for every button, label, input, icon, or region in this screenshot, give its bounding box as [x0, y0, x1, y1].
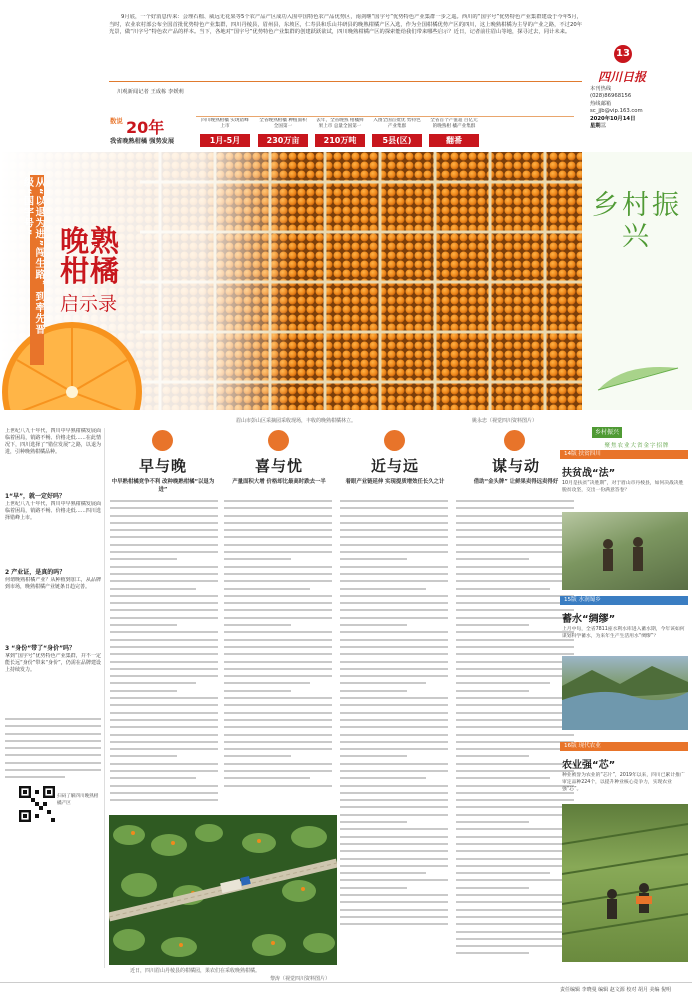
preview-photo: [562, 804, 688, 962]
section-title: 谋与动: [491, 457, 540, 475]
page-number-badge: 13: [614, 45, 632, 63]
field-workers-icon: [562, 804, 688, 962]
phone: (028)86968156: [590, 93, 632, 100]
timeline-item-value: 翻番: [429, 134, 479, 147]
issue-weekday: 星期三: [590, 123, 606, 130]
footer-editors: 责任编辑 李晓曼 编辑 赵文源 校对 胡月 美编 倪明: [560, 987, 672, 993]
timeline-line: [196, 116, 574, 117]
preview-card[interactable]: [560, 596, 690, 736]
feature-kicker: 从“以退为进”闯生路，到率先晋级“国字号”: [30, 175, 44, 365]
section-heading: [108, 455, 218, 494]
qa-answer: 上世纪八九十年代，四川中早熟柑橘发展面临着困局，销路不畅、价格走低……四川选择错峰上市。: [5, 501, 101, 521]
preview-title: 扶贫战“法”: [562, 468, 616, 479]
sidebar-text-lines: [5, 718, 101, 778]
banner-slogan: 聚焦农业大省金字招牌: [604, 443, 670, 449]
feature-title: 晚熟柑橘: [60, 224, 121, 288]
article-column-2: [224, 500, 332, 800]
qr-code[interactable]: [19, 786, 55, 822]
preview-photo: [562, 656, 688, 730]
qa-question: 3 “身份”带了“身价”吗？: [5, 645, 76, 652]
section-heading: [456, 455, 576, 487]
byline: 川观新闻记者 王成栋 李媛莉: [117, 89, 184, 95]
timeline-item-text: 全省首个产值超 百亿元的晚熟柑 橘产业集群: [430, 118, 478, 129]
orange-slice-icon: [268, 430, 289, 451]
section-heading: [340, 455, 450, 487]
people-icon: [562, 512, 688, 590]
qa-item: [5, 492, 101, 547]
preview-summary: 10月是扶贫“决胜期”，对于眉山市丹棱县，如何决战决胜脱贫攻坚，交出一份满意答卷？: [562, 481, 684, 493]
email-label: 热线邮箱: [590, 100, 612, 107]
preview-title: 农业强“芯”: [562, 760, 616, 771]
preview-tag: 15版 水润蜀乡: [560, 596, 688, 605]
preview-tag: 14版 扶贫四川: [560, 450, 688, 459]
right-banner: [582, 152, 692, 449]
intro-text: 9月底，一个好消息传来：会理石榴、威远无花果等5个农产品产区成功入围中国特色农产品优势区，南剑继“国宇号”优势特色产业集群一步之遥。西川的“国宇号”优势特色产业集群建设于今年5月，当时，农业农村部公布全国首批优势特色产业集群，四川丹棱县，眉州县，东坡区，仁寿县和乐山井研县的晚熟柑橘产区入选，作为全国柑橘优势产区的四川，这上晚熟柑橘为主导的产业之路，不过20年光景，做“川字号”特色农产品的样本。当下，各地对“国宇号”优势特色产业集群的创建跃跃欲试，四川晚熟柑橘产区的探索能给我们带来哪些启示？近日，记者前往眉山等地，探寻过去，同计未来。: [109, 14, 582, 36]
article-column-3: [340, 500, 448, 940]
leaf-icon: [594, 362, 682, 392]
masthead-info: [590, 86, 670, 130]
email: sc_jjb@vip.163.com: [590, 108, 643, 115]
preview-title: 蓄水“绸缪”: [562, 614, 616, 625]
section-title: 喜与忧: [254, 457, 303, 475]
orange-slice-icon: [152, 430, 173, 451]
timeline-item-text: 四川晚熟柑橘 实现错峰上市: [201, 118, 249, 129]
timeline-item-text: 入围全国首批优 势特色产业集群: [373, 118, 421, 129]
left-sidebar-divider: [104, 428, 105, 968]
orchard-aerial-image: [109, 815, 337, 965]
preview-summary: 上月中旬，全省7811座水利水库进入蓄水期，今年该如何谋划科学蓄水，为来年生产生活用水“绸缪”？: [562, 627, 685, 639]
banner-title: 乡村振兴: [592, 190, 682, 252]
footer-divider: [0, 982, 692, 983]
intro-divider: [109, 81, 582, 82]
timeline-item-text: 去年，全省晚熟 柑橘鲜果上市 总量全国第一: [316, 118, 364, 129]
timeline-item-value: 1月-5月: [200, 134, 250, 147]
feature-subtitle: 启示录: [60, 293, 118, 315]
left-sidebar: [5, 428, 101, 968]
timeline-item-value: 230万亩: [258, 134, 308, 147]
qr-caption: 扫码了解四川晚熟柑橘产区: [57, 794, 99, 806]
timeline-label-number: 20年: [126, 118, 165, 137]
timeline-item-value: 5县(区): [372, 134, 422, 147]
timeline-item-value: 210万吨: [315, 134, 365, 147]
orchard-photo-caption: 近日，四川眉山丹棱县的柑橘园，果农们在采收晚熟柑橘。: [130, 968, 261, 974]
section-title: 早与晚: [138, 457, 187, 475]
qa-answer: 何谓晚熟柑橘产业？从种植到加工，从品牌到市场，晚熟柑橘产业链条日趋完善。: [5, 577, 101, 590]
timeline-label-bottom: 我省晚熟柑橘 强势发展: [110, 138, 175, 145]
orange-slice-icon: [504, 430, 525, 451]
section-heading: [224, 455, 334, 487]
section-subtitle: 产量面积大增 价格却比最高时跌去一半: [232, 479, 326, 485]
preview-photo: [562, 512, 688, 590]
article-column-1: [110, 500, 218, 810]
section-subtitle: 着眼产业链延伸 实现提质增效任长久之计: [345, 479, 445, 485]
article-column-4: [456, 500, 574, 968]
preview-summary: 种业被誉为农业的“芯片”，2019年以来，四川已累计推广审定品种224个，以提升种业核心竞争力，实现农业强“芯”。: [562, 773, 685, 792]
qa-answer: 拿到“国宇号”优势特色产业集群，并不一定能长远“身份”带来“身价”，仍需在品牌建设上持续发力。: [5, 653, 101, 673]
preview-card[interactable]: [560, 450, 690, 600]
qa-question: 2 产业证，是真的吗？: [5, 569, 66, 576]
section-title: 近与远: [370, 457, 419, 475]
orange-slice-icon: [384, 430, 405, 451]
orchard-photo: [109, 815, 337, 965]
sidebar-intro: 上世纪八九十年代，四川中早熟柑橘发展面临着困局，销路不畅、价格走低……在此情况下，四川选择了“错位发展”之路，以退为进，引种晚熟柑橘品种。: [5, 428, 101, 455]
timeline-item-text: 全省晚熟柑橘 种植面积全国第一: [259, 118, 307, 129]
reservoir-icon: [562, 656, 688, 730]
qa-item: [5, 568, 101, 623]
qa-item: [5, 644, 101, 709]
preview-card[interactable]: [560, 742, 690, 970]
orchard-photo-credit: 黎涛（视觉四川资料图片）: [270, 976, 331, 982]
right-sidebar-label: 乡村振兴: [592, 427, 622, 438]
issue-date: 2020年10月14日: [590, 115, 636, 122]
hero-photo-caption: 眉山市彭山区采摘园采收现场，丰收的晚熟柑橘林立。: [236, 418, 357, 424]
section-subtitle: 中早熟柑橘竞争不利 改种晚熟柑橘“以退为进”: [111, 479, 215, 493]
preview-tag: 16版 现代农业: [560, 742, 688, 751]
paper-name: 四川日报: [597, 70, 646, 84]
qa-question: 1“早”，就一定好吗？: [5, 493, 66, 500]
editor-label: 本刊热线: [590, 86, 612, 92]
hero-photo-credit: 姚永忠（视觉四川资料图片）: [472, 418, 538, 424]
timeline-label-top: 数说: [110, 117, 123, 125]
section-subtitle: 借助“金头牌” 让鲜果卖得远卖得好: [473, 479, 559, 485]
